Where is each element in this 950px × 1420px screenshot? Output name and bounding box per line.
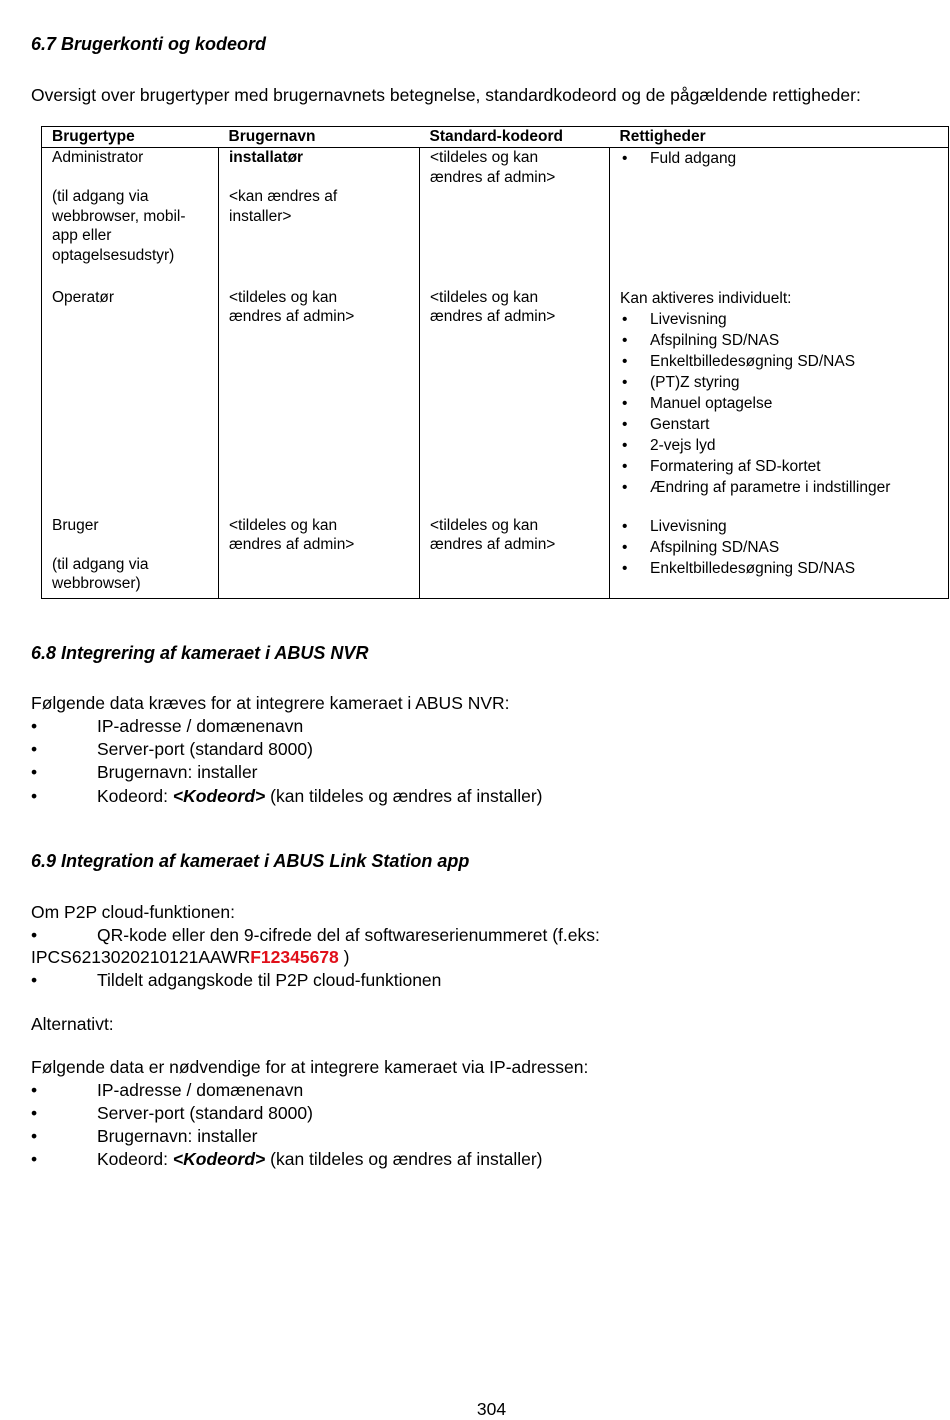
list-item <box>31 739 313 760</box>
col-header-rights: Rettigheder <box>610 127 949 148</box>
password-line: <tildeles og kan <box>430 516 539 534</box>
list-item <box>31 1126 258 1147</box>
serial-suffix: ) <box>338 947 350 967</box>
table-row-operator <box>42 288 949 516</box>
alternative-label: Alternativt: <box>31 1014 114 1034</box>
usertype-label: Administrator <box>52 149 144 166</box>
user-types-table <box>41 126 949 599</box>
list-item <box>31 716 303 737</box>
bullet-icon: • <box>31 739 38 759</box>
ip-intro: Følgende data er nødvendige for at integrere kameraet via IP-adressen: <box>31 1057 589 1077</box>
cell-password <box>420 148 610 288</box>
page-number: 304 <box>476 1399 507 1419</box>
serial-prefix: IPCS6213020210121AAWR <box>31 947 251 967</box>
cell-username <box>219 288 420 516</box>
list-item-text: Server-port (standard 8000) <box>97 1103 313 1123</box>
cell-username <box>219 148 420 288</box>
password-label: Kodeord: <box>97 1149 173 1169</box>
cell-password <box>420 516 610 599</box>
cell-rights <box>610 516 949 599</box>
usertype-note-line: app eller <box>52 227 112 244</box>
col-header-username: Brugernavn <box>219 127 420 148</box>
rights-item: • Enkeltbilledesøgning SD/NAS <box>620 351 938 372</box>
section-heading-6-8: 6.8 Integrering af kameraet i ABUS NVR <box>31 643 369 663</box>
username-note-line: installer> <box>229 207 292 225</box>
list-item-text: Tildelt adgangskode til P2P cloud-funktionen <box>97 970 442 990</box>
password-line: ændres af admin> <box>430 168 556 186</box>
password-line: ændres af admin> <box>430 308 556 325</box>
bullet-icon: • <box>31 762 38 782</box>
rights-item: • Formatering af SD-kortet <box>620 456 938 477</box>
username-line: <tildeles og kan <box>229 288 338 306</box>
serial-example <box>31 947 350 968</box>
table-header-row <box>42 127 949 148</box>
cell-rights <box>610 288 949 516</box>
password-line: <tildeles og kan <box>430 149 539 166</box>
rights-item: • Manuel optagelse <box>620 393 938 414</box>
rights-item: • Enkeltbilledesøgning SD/NAS <box>620 558 938 579</box>
password-note: (kan tildeles og ændres af installer) <box>265 786 543 806</box>
col-header-usertype: Brugertype <box>42 127 219 148</box>
list-item <box>31 925 600 946</box>
col-header-password: Standard-kodeord <box>420 127 610 148</box>
bullet-icon: • <box>31 1149 38 1169</box>
list-item <box>31 1103 313 1124</box>
rights-item: • Afspilning SD/NAS <box>620 330 938 351</box>
usertype-note-line: (til adgang via <box>52 555 149 573</box>
cell-usertype <box>42 516 219 599</box>
list-item-text: IP-adresse / domænenavn <box>97 1080 304 1100</box>
rights-list <box>620 516 938 579</box>
table-row-user <box>42 516 949 599</box>
section-intro-6-7: Oversigt over brugertyper med brugernavnets betegnelse, standardkodeord og de pågældende rettigheder: <box>31 85 861 105</box>
username-line: ændres af admin> <box>229 536 355 553</box>
rights-item: • Fuld adgang <box>620 148 938 169</box>
bullet-icon: • <box>31 716 38 736</box>
cell-username <box>219 516 420 599</box>
rights-item: • Afspilning SD/NAS <box>620 537 938 558</box>
usertype-note-line: (til adgang via <box>52 188 149 205</box>
cell-password <box>420 288 610 516</box>
section-intro-6-8: Følgende data kræves for at integrere kameraet i ABUS NVR: <box>31 693 510 713</box>
rights-item: • Genstart <box>620 414 938 435</box>
password-label: Kodeord: <box>97 786 173 806</box>
rights-item: • (PT)Z styring <box>620 372 938 393</box>
username-line: <tildeles og kan <box>229 516 338 534</box>
section-heading-6-9: 6.9 Integration af kameraet i ABUS Link Station app <box>31 851 470 871</box>
list-item <box>31 762 258 783</box>
list-item <box>31 786 543 807</box>
rights-item: • Livevisning <box>620 516 938 537</box>
list-item-text: Brugernavn: installer <box>97 762 258 782</box>
rights-item: • 2-vejs lyd <box>620 435 938 456</box>
usertype-note-line: optagelsesudstyr) <box>52 246 175 264</box>
usertype-label: Bruger <box>52 516 99 534</box>
section-intro-6-9: Om P2P cloud-funktionen: <box>31 902 235 922</box>
bullet-icon: • <box>31 1103 38 1123</box>
password-line: ændres af admin> <box>430 536 556 553</box>
cell-usertype <box>42 148 219 288</box>
cell-usertype <box>42 288 219 516</box>
rights-item: • Livevisning <box>620 309 938 330</box>
usertype-note-line: webbrowser) <box>52 575 141 592</box>
rights-intro: Kan aktiveres individuelt: <box>620 289 792 307</box>
list-item-text: QR-kode eller den 9-cifrede del af softwareserienummeret (f.eks: <box>97 925 600 945</box>
bullet-icon: • <box>31 786 38 806</box>
bullet-icon: • <box>31 970 38 990</box>
serial-highlight: F12345678 <box>250 947 339 967</box>
list-item-text: Server-port (standard 8000) <box>97 739 313 759</box>
usertype-note-line: webbrowser, mobil- <box>52 207 186 225</box>
list-item <box>31 1149 543 1170</box>
password-line: <tildeles og kan <box>430 288 539 306</box>
bullet-icon: • <box>31 1126 38 1146</box>
username-note-line: <kan ændres af <box>229 188 338 205</box>
bullet-icon: • <box>31 1080 38 1100</box>
list-item <box>31 970 441 991</box>
username-line: ændres af admin> <box>229 308 355 325</box>
cell-rights <box>610 148 949 288</box>
usertype-label: Operatør <box>52 288 115 306</box>
bullet-icon: • <box>31 925 38 945</box>
rights-item: • Ændring af parametre i indstillinger <box>620 477 938 498</box>
password-note: (kan tildeles og ændres af installer) <box>265 1149 543 1169</box>
list-item <box>31 1080 303 1101</box>
list-item-text: Brugernavn: installer <box>97 1126 258 1146</box>
rights-list <box>620 148 938 169</box>
section-heading-6-7: 6.7 Brugerkonti og kodeord <box>31 34 267 54</box>
list-item-text: IP-adresse / domænenavn <box>97 716 304 736</box>
rights-list <box>620 309 938 498</box>
username-value: installatør <box>229 149 304 166</box>
password-code: <Kodeord> <box>172 1149 266 1169</box>
password-code: <Kodeord> <box>172 786 266 806</box>
table-row-administrator <box>42 148 949 288</box>
